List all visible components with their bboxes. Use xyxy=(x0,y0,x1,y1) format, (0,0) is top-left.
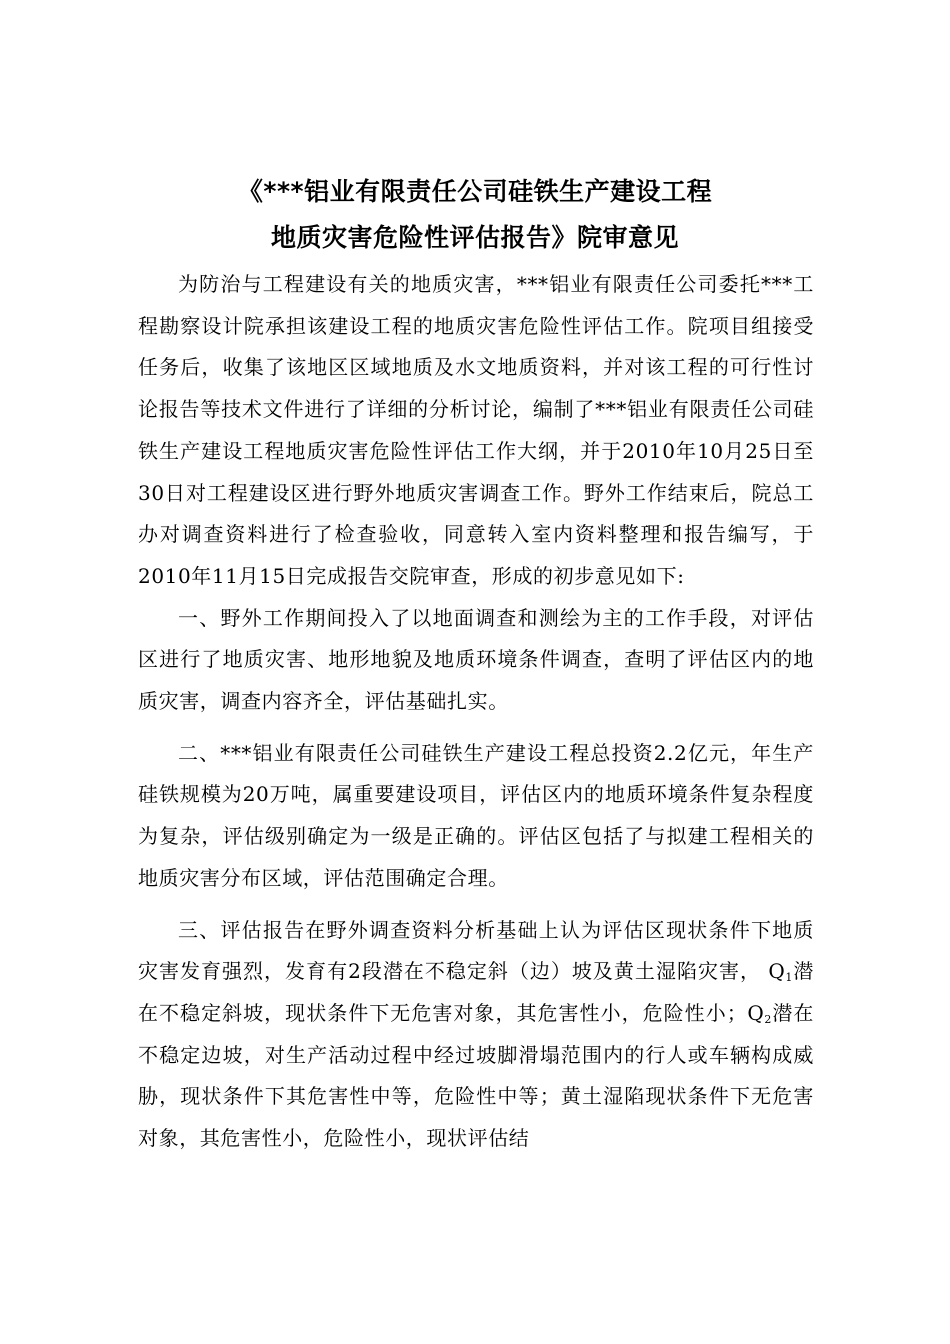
document-title-line-2: 地质灾害危险性评估报告》院审意见 xyxy=(270,223,679,252)
q1-letter: Q xyxy=(768,959,786,984)
q2-letter: Q xyxy=(747,1000,765,1025)
review-point-1: 一、野外工作期间投入了以地面调查和测绘为主的工作手段，对评估区进行了地质灾害、地形地貌及地质环境条件调查，查明了评估区内的地质灾害，调查内容齐全，评估基础扎实。 xyxy=(138,605,814,714)
document-title-line-1: 《***铝业有限责任公司硅铁生产建设工程 xyxy=(237,177,713,206)
point-3-text-b: 潜在不稳定斜坡，现状条件下无危害对象，其危害性小，危险性小； xyxy=(138,959,814,1025)
review-point-3 xyxy=(138,910,814,1160)
document-body xyxy=(138,264,814,1160)
point-3-text-a: 三、评估报告在野外调查资料分析基础上认为评估区现状条件下地质灾害发育强烈，发育有2段潜在不稳定斜（边）坡及黄土湿陷灾害， xyxy=(138,917,814,984)
intro-paragraph: 为防治与工程建设有关的地质灾害，***铝业有限责任公司委托***工程勘察设计院承担该建设工程的地质灾害危险性评估工作。院项目组接受任务后，收集了该地区区域地质及水文地质资料，并对该工程的可行性讨论报告等技术文件进行了详细的分析讨论，编制了***铝业有限责任公司硅铁生产建设工程地质灾害危险性评估工作大纲，并于2010年10月25日至30日对工程建设区进行野外地质灾害调查工作。野外工作结束后，院总工办对调查资料进行了检查验收，同意转入室内资料整理和报告编写，于2010年11月15日完成报告交院审查，形成的初步意见如下: xyxy=(138,272,814,588)
q1-subscript: 1 xyxy=(785,971,793,985)
review-point-2: 二、***铝业有限责任公司硅铁生产建设工程总投资2.2亿元，年生产硅铁规模为20万吨，属重要建设项目，评估区内的地质环境条件复杂程度为复杂，评估级别确定为一级是正确的。评估区包括了与拟建工程相关的地质灾害分布区域，评估范围确定合理。 xyxy=(138,740,814,890)
q1-label xyxy=(768,959,793,983)
point-3-text-c: 潜在不稳定边坡，对生产活动过程中经过坡脚滑塌范围内的行人或车辆构成威胁，现状条件下其危害性中等，危险性中等；黄土湿陷现状条件下无危害对象，其危害性小，危险性小，现状评估结 xyxy=(138,1000,815,1151)
q2-subscript: 2 xyxy=(764,1012,772,1026)
q2-label xyxy=(747,1001,772,1025)
